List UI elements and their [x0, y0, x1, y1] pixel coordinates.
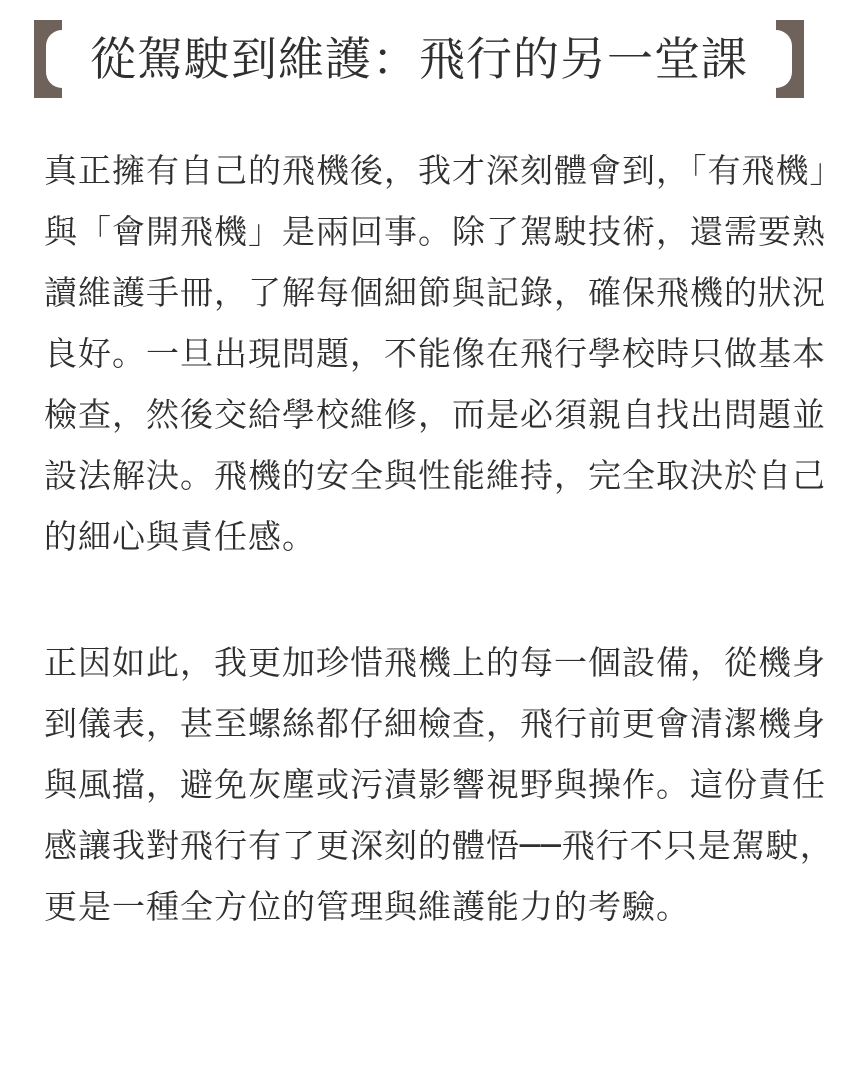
right-bracket-decoration [776, 20, 804, 98]
title-banner [34, 20, 804, 98]
article-paragraph: 正因如此，我更加珍惜飛機上的每一個設備，從機身到儀表，甚至螺絲都仔細檢查，飛行前更會清潔機身與風擋，避免灰塵或污漬影響視野與操作。這份責任感讓我對飛行有了更深刻的體悟──飛行不只是駕駛，更是一種全方位的管理與維護能力的考驗。 [44, 643, 834, 926]
left-bracket-decoration [34, 20, 62, 98]
page-title: 從駕駛到維護：飛行的另一堂課 [90, 32, 748, 86]
article-body [44, 140, 834, 937]
article-paragraph: 真正擁有自己的飛機後，我才深刻體會到，「有飛機」與「會開飛機」是兩回事。除了駕駛技術，還需要熟讀維護手冊，了解每個細節與記錄，確保飛機的狀況良好。一旦出現問題，不能像在飛行學校時只做基本檢查，然後交給學校維修，而是必須親自找出問題並設法解決。飛機的安全與性能維持，完全取決於自己的細心與責任感。 [44, 151, 827, 556]
